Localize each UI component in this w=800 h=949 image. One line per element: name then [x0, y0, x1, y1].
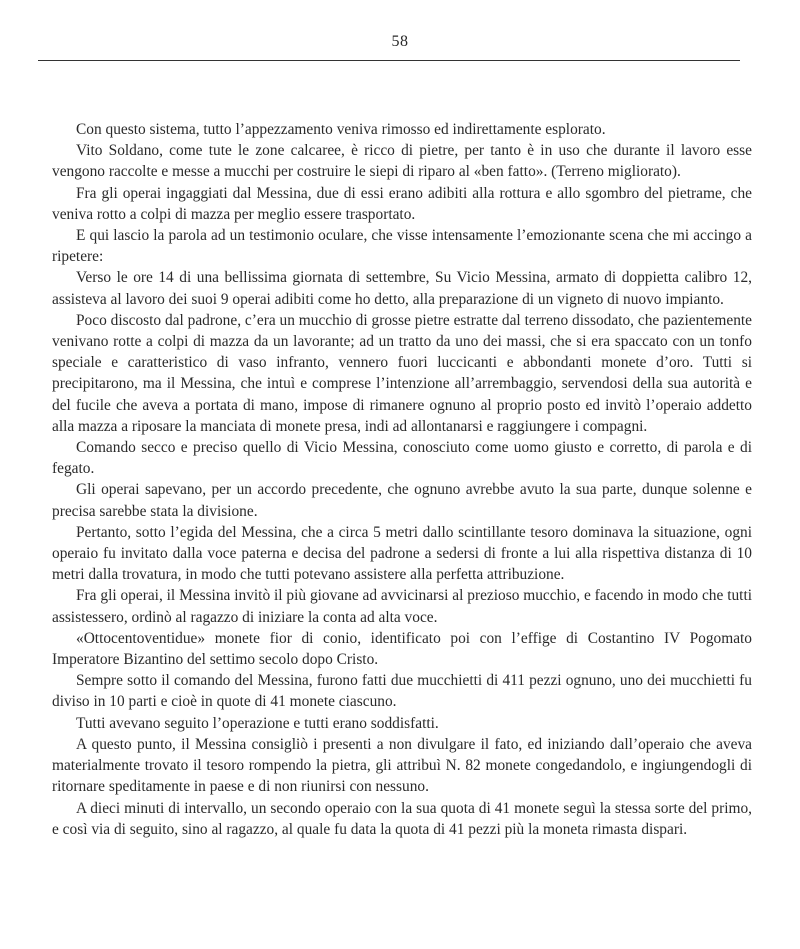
paragraph: Tutti avevano seguito l’operazione e tutti erano soddisfatti. — [76, 714, 439, 732]
header-rule — [38, 60, 740, 61]
paragraph: A dieci minuti di intervallo, un secondo operaio con la sua quota di 41 monete seguì la stessa sorte del primo, e così via di seguito, sino al ragazzo, al quale fu data la quota di 41 pezzi più la moneta rimasta dispari. — [52, 799, 752, 838]
paragraph: A questo punto, il Messina consigliò i presenti a non divulgare il fato, ed iniziando dall’operaio che aveva materialmente trovato il tesoro rompendo la pietra, gli attribuì N. 82 monete congedandolo, e ingiungendogli di ritornare speditamente in paese e di non riunirsi con nessuno. — [52, 735, 752, 796]
paragraph: Sempre sotto il comando del Messina, furono fatti due mucchietti di 411 pezzi ognuno, uno dei mucchietti fu diviso in 10 parti e cioè in quote di 41 monete ciascuno. — [52, 672, 752, 711]
paragraph: Pertanto, sotto l’egida del Messina, che a circa 5 metri dallo scintillante tesoro dominava la situazione, ogni operaio fu invitato dalla voce paterna e decisa del padrone a sedersi di fronte a lui alla rispettiva distanza di 10 metri dalla trovatura, in modo che tutti potevano assistere alla perfetta attribuzione. — [52, 523, 752, 584]
paragraph: Fra gli operai, il Messina invitò il più giovane ad avvicinarsi al prezioso mucchio, e facendo in modo che tutti assistessero, ordinò al ragazzo di iniziare la conta ad alta voce. — [52, 587, 752, 626]
paragraph: Con questo sistema, tutto l’appezzamento veniva rimosso ed indirettamente esplorato. — [76, 121, 606, 138]
paragraph: Fra gli operai ingaggiati dal Messina, due di essi erano adibiti alla rottura e allo sgombro del pietrame, che veniva rotto a colpi di mazza per meglio essere trasportato. — [52, 184, 752, 223]
paragraph: Poco discosto dal padrone, c’era un mucchio di grosse pietre estratte dal terreno dissodato, che pazientemente venivano rotte a colpi di mazza da un lavorante; ad un tratto da uno dei massi, che si era spaccato con un tonfo speciale e caratteristico di vaso infranto, vennero fuori luccicanti e abbondanti monete d’oro. Tutti si precipitarono, ma il Messina, che intuì e comprese l’intenzione all’arrembaggio, servendosi della sua autorità e del fucile che aveva a portata di mano, impose di rimanere ognuno al proprio posto ed invitò l’operaio addetto alla mazza a riposare la manciata di monete presa, indi ad allontanarsi e raggiungere i compagni. — [52, 311, 752, 435]
paragraph: Verso le ore 14 di una bellissima giornata di settembre, Su Vicio Messina, armato di doppietta calibro 12, assisteva al lavoro dei suoi 9 operai adibiti come ho detto, alla preparazione di un vigneto di nuovo impianto. — [52, 269, 752, 308]
page-number: 58 — [391, 33, 409, 50]
paragraph: «Ottocentoventidue» monete fior di conio, identificato poi con l’effige di Costantino IV Pogomato Imperatore Bizantino del settimo secolo dopo Cristo. — [52, 629, 752, 669]
paragraph: Gli operai sapevano, per un accordo precedente, che ognuno avrebbe avuto la sua parte, dunque solenne e precisa sarebbe stata la divisione. — [52, 481, 752, 520]
body-text — [52, 119, 752, 840]
paragraph: E qui lascio la parola ad un testimonio oculare, che visse intensamente l’emozionante scena che mi accingo a ripetere: — [52, 227, 752, 266]
paragraph: Comando secco e preciso quello di Vicio Messina, conosciuto come uomo giusto e corretto, di parola e di fegato. — [52, 439, 752, 478]
paragraph: Vito Soldano, come tute le zone calcaree, è ricco di pietre, per tanto è in uso che durante il lavoro esse vengono raccolte e messe a mucchi per costruire le siepi di riparo al «ben fatto». (Terreno migliorato). — [52, 142, 752, 181]
